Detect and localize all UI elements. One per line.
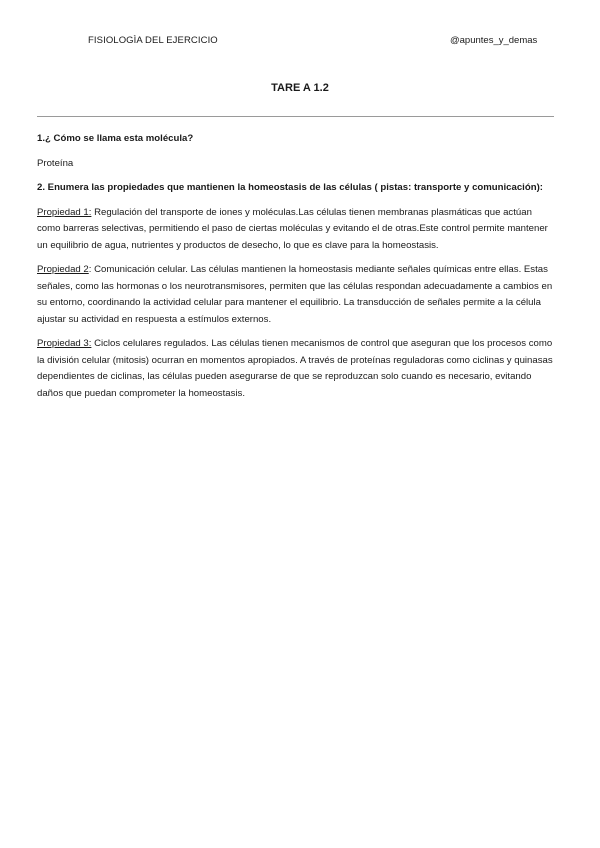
property-2-label: Propiedad 2 [37,264,89,275]
property-3-text: Ciclos celulares regulados. Las células tienen mecanismos de control que aseguran que los procesos como la división celular (mitosis) ocurran en momentos apropiados. A través de proteínas reguladoras como ciclinas y quinasas dependientes de ciclinas, las células pueden asegurarse de que se reproduzcan solo cuando es necesario, evitando daños que puedan comprometer la homeostasis. [37,338,553,399]
property-2 [37,262,555,328]
document-title: TARE A 1.2 [271,82,329,94]
title-divider [37,116,554,117]
header-subject: FISIOLOGÌA DEL EJERCICIO [88,35,218,46]
property-1-label: Propiedad 1: [37,206,92,218]
question-1: 1.¿ Cómo se llama esta molécula? [37,133,194,144]
document-body [37,131,555,410]
property-3-label: Propiedad 3: [37,338,92,349]
property-1 [37,205,555,255]
header-author-handle: @apuntes_y_demas [450,35,538,46]
answer-1: Proteína [37,157,74,169]
property-1-text: Regulación del transporte de iones y moléculas.Las células tienen membranas plasmáticas que actúan como barreras selectivas, permitiendo el paso de ciertas moléculas y evitando el de otras.Este control permite mantener un equilibrio de agua, nutrientes y productos de desecho, lo que es clave para la homeostasis. [37,206,548,251]
question-2: 2. Enumera las propiedades que mantienen la homeostasis de las células ( pistas: transporte y comunicación): [37,182,543,193]
property-2-text: : Comunicación celular. Las células mantienen la homeostasis mediante señales químicas entre ellas. Estas señales, como las hormonas o los neurotransmisores, permiten que las células respondan adecuadamente a cambios en su entorno, coordinando la actividad celular para mantener el equilibrio. La transducción de señales permite a la célula ajustar su actividad en respuesta a estímulos externos. [37,264,553,325]
property-3 [37,336,555,402]
